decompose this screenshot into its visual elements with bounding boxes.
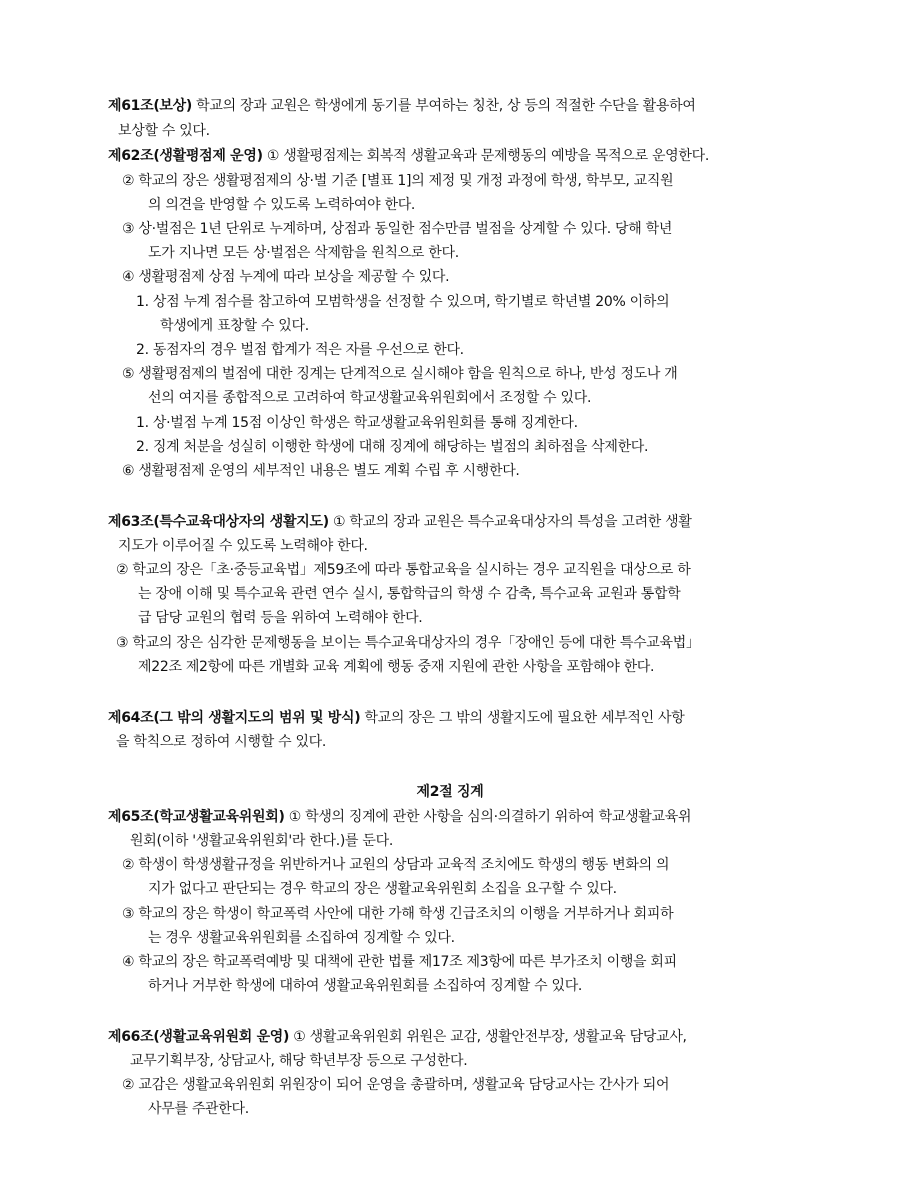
article-63-para-2: ② 학교의 장은「초·중등교육법」제59조에 따라 통합교육을 실시하는 경우 교직원을 대상으로 하 <box>116 562 691 578</box>
article-62-para-2: ② 학교의 장은 생활평점제의 상·벌 기준 [별표 1]의 제정 및 개정 과정에 학생, 학부모, 교직원 <box>122 173 674 189</box>
article-62-item-1-cont: 학생에게 표창할 수 있다. <box>160 318 309 334</box>
article-62-text: ① 생활평점제는 회복적 생활교육과 문제행동의 예방을 목적으로 운영한다. <box>262 148 709 164</box>
article-66-para-2: ② 교감은 생활교육위원회 위원장이 되어 운영을 총괄하며, 생활교육 담당교사는 간사가 되어 <box>122 1077 670 1093</box>
article-62-item-2: 2. 동점자의 경우 벌점 합계가 적은 자를 우선으로 한다. <box>136 342 464 358</box>
article-65-para-4: ④ 학교의 장은 학교폭력예방 및 대책에 관한 법률 제17조 제3항에 따른 부가조치 이행을 회피 <box>122 954 677 970</box>
article-65-line-1 <box>0 805 900 829</box>
article-62-para-5-item-1: 1. 상·벌점 누계 15점 이상인 학생은 학교생활교육위원회를 통해 징계한다. <box>136 415 578 431</box>
article-64-line-1 <box>0 706 900 730</box>
article-65-heading: 제65조(학교생활교육위원회) <box>108 809 285 825</box>
article-64-text: 학교의 장은 그 밖의 생활지도에 필요한 세부적인 사항 <box>360 710 685 726</box>
article-63-text: ① 학교의 장과 교원은 특수교육대상자의 특성을 고려한 생활 <box>328 514 692 530</box>
article-62-para-3: ③ 상·벌점은 1년 단위로 누계하며, 상점과 동일한 점수만큼 벌점을 상계할 수 있다. 당해 학년 <box>122 221 673 237</box>
article-62-heading: 제62조(생활평점제 운영) <box>108 148 263 164</box>
article-64-heading: 제64조(그 밖의 생활지도의 범위 및 방식) <box>108 710 361 726</box>
article-62-para-5: ⑤ 생활평점제의 벌점에 대한 징계는 단계적으로 실시해야 함을 원칙으로 하나, 반성 정도나 개 <box>122 366 678 382</box>
section-title: 제2절 징계 <box>416 784 484 800</box>
article-61-line-2: 보상할 수 있다. <box>118 123 210 139</box>
article-63-line-2: 지도가 이루어질 수 있도록 노력해야 한다. <box>118 538 368 554</box>
article-66-line-2: 교무기획부장, 상담교사, 해당 학년부장 등으로 구성한다. <box>130 1053 468 1069</box>
article-61-line-1 <box>0 94 900 118</box>
article-65-para-3-cont: 는 경우 생활교육위원회를 소집하여 징계할 수 있다. <box>148 930 455 946</box>
article-61-text: 학교의 장과 교원은 학생에게 동기를 부여하는 칭찬, 상 등의 적절한 수단을 활용하여 <box>191 98 696 114</box>
article-62-para-5-item-2: 2. 징계 처분을 성실히 이행한 학생에 대해 징계에 해당하는 벌점의 최하점을 삭제한다. <box>136 439 649 455</box>
article-65-line-2: 원회(이하 '생활교육위원회'라 한다.)를 둔다. <box>130 833 393 849</box>
article-66-para-2-cont: 사무를 주관한다. <box>148 1101 249 1117</box>
article-63-para-2-cont-1: 는 장애 이해 및 특수교육 관련 연수 실시, 통합학급의 학생 수 감축, 특수교육 교원과 통합학 <box>138 586 681 602</box>
article-61-heading: 제61조(보상) <box>108 98 192 114</box>
article-66-heading: 제66조(생활교육위원회 운영) <box>108 1029 290 1045</box>
article-62-line-1 <box>0 144 900 168</box>
article-62-para-6: ⑥ 생활평점제 운영의 세부적인 내용은 별도 계획 수립 후 시행한다. <box>122 463 520 479</box>
article-65-para-2-cont: 지가 없다고 판단되는 경우 학교의 장은 생활교육위원회 소집을 요구할 수 있다. <box>148 881 617 897</box>
article-62-para-5-cont: 선의 여지를 종합적으로 고려하여 학교생활교육위원회에서 조정할 수 있다. <box>148 390 592 406</box>
article-66-line-1 <box>0 1025 900 1049</box>
article-65-para-2: ② 학생이 학생생활규정을 위반하거나 교원의 상담과 교육적 조치에도 학생의 행동 변화의 의 <box>122 857 670 873</box>
article-63-para-3: ③ 학교의 장은 심각한 문제행동을 보이는 특수교육대상자의 경우「장애인 등에 대한 특수교육법」 <box>116 635 700 651</box>
article-65-para-3: ③ 학교의 장은 학생이 학교폭력 사안에 대한 가해 학생 긴급조치의 이행을 거부하거나 회피하 <box>122 906 674 922</box>
article-63-para-3-cont: 제22조 제2항에 따른 개별화 교육 계획에 행동 중재 지원에 관한 사항을 포함해야 한다. <box>138 659 655 675</box>
article-65-para-4-cont: 하거나 거부한 학생에 대하여 생활교육위원회를 소집하여 징계할 수 있다. <box>148 978 583 994</box>
article-64-line-2: 을 학칙으로 정하여 시행할 수 있다. <box>116 734 327 750</box>
article-66-text: ① 생활교육위원회 위원은 교감, 생활안전부장, 생활교육 담당교사, <box>289 1029 687 1045</box>
article-62-para-3-cont: 도가 지나면 모든 상·벌점은 삭제함을 원칙으로 한다. <box>148 245 459 261</box>
article-62-para-2-cont: 의 의견을 반영할 수 있도록 노력하여야 한다. <box>148 197 416 213</box>
article-62-item-1: 1. 상점 누계 점수를 참고하여 모범학생을 선정할 수 있으며, 학기별로 학년별 20% 이하의 <box>136 294 670 310</box>
article-63-heading: 제63조(특수교육대상자의 생활지도) <box>108 514 329 530</box>
article-62-para-4: ④ 생활평점제 상점 누계에 따라 보상을 제공할 수 있다. <box>122 269 450 285</box>
article-63-line-1 <box>0 510 900 534</box>
article-65-text: ① 학생의 징계에 관한 사항을 심의·의결하기 위하여 학교생활교육위 <box>284 809 692 825</box>
article-63-para-2-cont-2: 급 담당 교원의 협력 등을 위하여 노력해야 한다. <box>138 610 423 626</box>
